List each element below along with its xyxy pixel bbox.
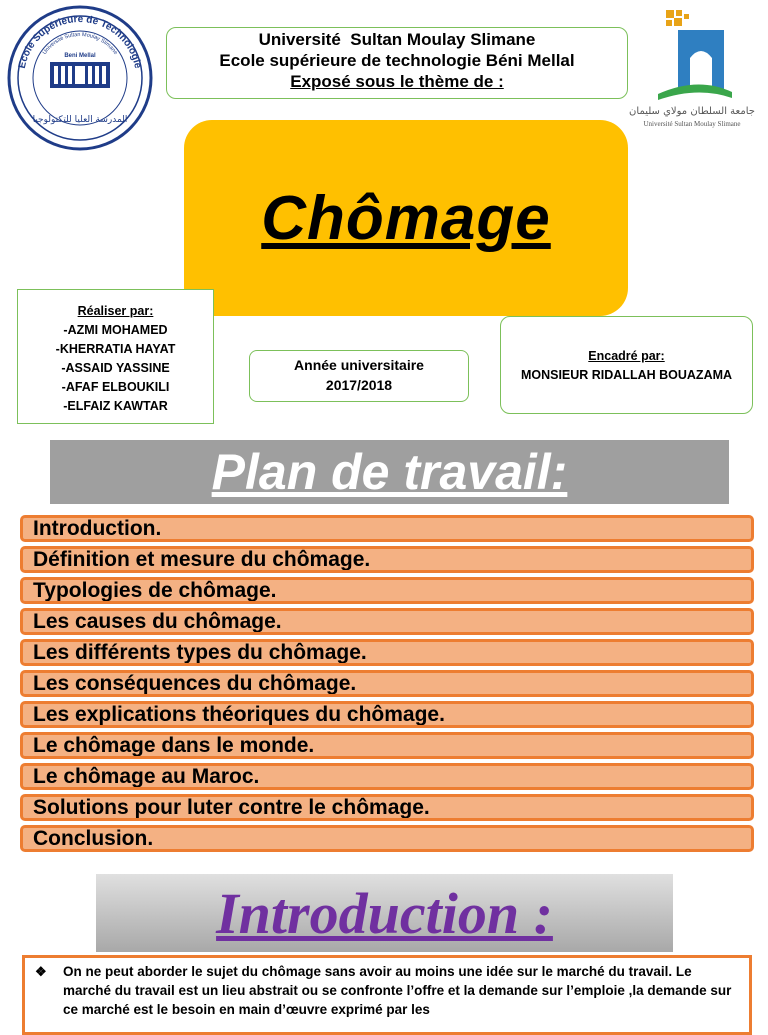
author-name: -KHERRATIA HAYAT — [55, 342, 176, 356]
introduction-box — [22, 955, 752, 1035]
plan-item: Typologies de chômage. — [20, 577, 754, 604]
plan-title: Plan de travail: — [211, 444, 568, 500]
plan-item: Définition et mesure du chômage. — [20, 546, 754, 573]
diamond-bullet-icon: ❖ — [35, 964, 47, 979]
introduction-title: Introduction : — [216, 880, 553, 946]
academic-year-label: Année universitaire — [294, 357, 424, 373]
plan-item: Les explications théoriques du chômage. — [20, 701, 754, 728]
plan-item: Introduction. — [20, 515, 754, 542]
supervisor-box — [500, 316, 753, 414]
academic-year-box — [249, 350, 469, 402]
plan-item: Conclusion. — [20, 825, 754, 852]
logo-arabic-text: المدرسة العليا للتكنولوجيا — [32, 115, 128, 125]
plan-item: Les causes du chômage. — [20, 608, 754, 635]
authors-box — [17, 289, 214, 424]
logo-inner-text: Université Sultan Moulay Slimane — [41, 31, 119, 56]
header-box — [166, 27, 628, 99]
plan-item: Les différents types du chômage. — [20, 639, 754, 666]
page-title: Chômage — [261, 183, 551, 253]
usms-logo — [628, 6, 756, 132]
supervisor-heading: Encadré par: — [588, 349, 665, 363]
plan-item: Le chômage dans le monde. — [20, 732, 754, 759]
plan-list — [20, 515, 754, 856]
authors-heading: Réaliser par: — [77, 304, 154, 318]
usms-arabic-name: جامعة السلطان مولاي سليمان — [629, 106, 755, 117]
title-box — [184, 120, 628, 316]
university-name: Université Sultan Moulay Slimane — [258, 30, 536, 49]
plan-item: Les conséquences du chômage. — [20, 670, 754, 697]
author-name: -ELFAIZ KAWTAR — [63, 399, 168, 413]
logo-ring-text: Ecole Supérieure de Technologie — [16, 13, 144, 70]
academic-year-value: 2017/2018 — [325, 377, 393, 393]
author-name: -AZMI MOHAMED — [63, 323, 168, 337]
plan-item: Solutions pour luter contre le chômage. — [20, 794, 754, 821]
introduction-text: On ne peut aborder le sujet du chômage sans avoir au moins une idée sur le marché du travail. Le marché du travail est un lieu abstrait ou se confronte l’offre et la demande sur l’emploie ,la demande sur ce marché est le besoin en main d’œuvre exprimé par les — [63, 964, 732, 1017]
author-name: -ASSAID YASSINE — [61, 361, 170, 375]
supervisor-name: MONSIEUR RIDALLAH BOUAZAMA — [520, 368, 733, 382]
plan-banner — [50, 440, 729, 504]
author-name: -AFAF ELBOUKILI — [61, 380, 170, 394]
school-name: Ecole supérieure de technologie Béni Mellal — [219, 51, 575, 70]
introduction-banner — [96, 874, 673, 952]
usms-latin-name: Université Sultan Moulay Slimane — [643, 120, 741, 128]
logo-city: Beni Mellal — [64, 53, 96, 59]
theme-label: Exposé sous le thème de : — [290, 72, 504, 91]
plan-item: Le chômage au Maroc. — [20, 763, 754, 790]
est-logo — [6, 4, 154, 152]
